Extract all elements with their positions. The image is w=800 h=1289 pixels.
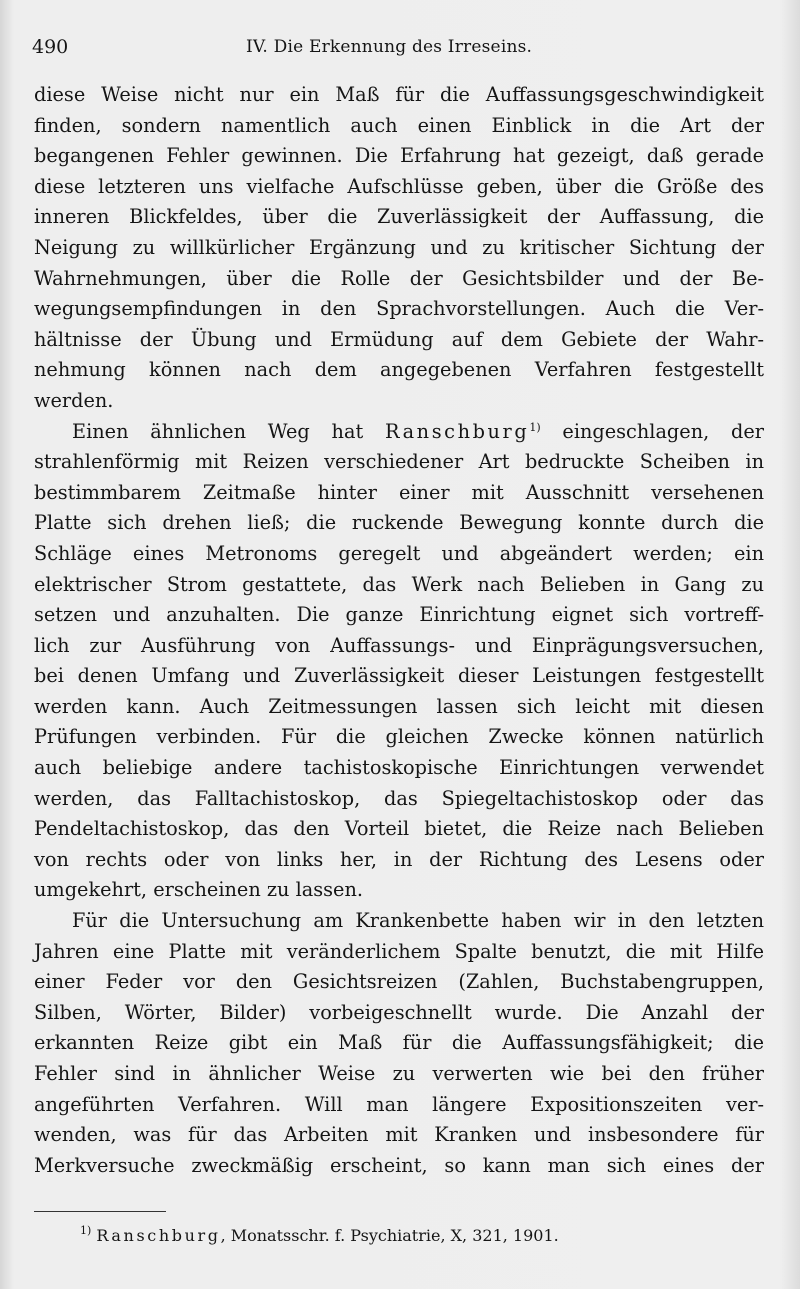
text-line: lich zur Ausführung von Auffassungs- und Einprägungsversuchen, <box>34 633 764 657</box>
text-line: Pendeltachistoskop, das den Vorteil bietet, die Reize nach Belieben <box>34 817 764 841</box>
text-line: bei denen Umfang und Zuverlässigkeit dieser Leistungen festgestellt <box>34 664 764 688</box>
text-line: Wahrnehmungen, über die Rolle der Gesichtsbilder und der Be- <box>34 266 764 290</box>
page-header <box>0 36 800 60</box>
text-line: umgekehrt, erscheinen zu lassen. <box>34 878 363 902</box>
text-line: erkannten Reize gibt ein Maß für die Auffassungsfähigkeit; die <box>34 1031 764 1055</box>
text-line: Fehler sind in ähnlicher Weise zu verwerten wie bei den früher <box>34 1062 764 1085</box>
text-line: begangenen Fehler gewinnen. Die Erfahrung hat gezeigt, daß gerade <box>34 144 764 168</box>
text-line: finden, sondern namentlich auch einen Einblick in die Art der <box>34 113 764 137</box>
text-line: Jahren eine Platte mit veränderlichem Spalte benutzt, die mit Hilfe <box>34 939 764 963</box>
text-line: werden, das Falltachistoskop, das Spiegeltachistoskop oder das <box>34 786 764 810</box>
text-span: eingeschlagen, der <box>540 419 764 443</box>
text-line: bestimmbarem Zeitmaße hinter einer mit Ausschnitt versehenen <box>34 480 764 504</box>
text-line: werden kann. Auch Zeitmessungen lassen sich leicht mit diesen <box>34 694 764 718</box>
text-line: nehmung können nach dem angegebenen Verfahren festgestellt <box>34 358 764 382</box>
text-line: Schläge eines Metronoms geregelt und abgeändert werden; ein <box>34 541 764 565</box>
text-line: diese letzteren uns vielfache Aufschlüsse geben, über die Größe des <box>34 174 764 198</box>
text-line: Neigung zu willkürlicher Ergänzung und zu kritischer Sichtung der <box>34 235 764 259</box>
text-line: Merkversuche zweckmäßig erscheint, so kann man sich eines der <box>34 1153 764 1177</box>
footnote-divider <box>34 1211 166 1212</box>
body-text <box>34 80 764 1181</box>
footnote <box>80 1226 559 1245</box>
paragraph-first-line <box>34 417 764 448</box>
text-line: einer Feder vor den Gesichtsreizen (Zahlen, Buchstabengruppen, <box>34 970 764 994</box>
footnote-mark: 1) <box>80 1224 92 1237</box>
text-line: hältnisse der Übung und Ermüdung auf dem Gebiete der Wahr- <box>34 327 764 351</box>
footnote-reference: 1) <box>529 420 541 434</box>
text-line: diese Weise nicht nur ein Maß für die Auffassungsgeschwindigkeit <box>34 83 764 106</box>
text-line: strahlenförmig mit Reizen verschiedener Art bedruckte Scheiben in <box>34 450 764 474</box>
text-line: setzen und anzuhalten. Die ganze Einrichtung eignet sich vortreff- <box>34 603 764 627</box>
author-name: Ranschburg <box>385 419 530 443</box>
text-line: auch beliebige andere tachistoskopische Einrichtungen verwendet <box>34 756 764 780</box>
paragraph-first-line: Für die Untersuchung am Krankenbette haben wir in den letzten <box>72 909 764 933</box>
text-line: Silben, Wörter, Bilder) vorbeigeschnellt wurde. Die Anzahl der <box>34 1000 764 1024</box>
footnote-text: , Monatsschr. f. Psychiatrie, X, 321, 1901. <box>220 1226 559 1245</box>
text-line: wenden, was für das Arbeiten mit Kranken und insbesondere für <box>34 1123 764 1147</box>
running-title: IV. Die Erkennung des Irreseins. <box>246 37 533 57</box>
text-span: Einen ähnlichen Weg hat <box>72 419 386 443</box>
footnote-author: Ranschburg <box>96 1226 221 1245</box>
text-line: inneren Blickfeldes, über die Zuverlässigkeit der Auffassung, die <box>34 205 764 229</box>
text-line: von rechts oder von links her, in der Richtung des Lesens oder <box>34 847 764 871</box>
page-number: 490 <box>32 36 69 58</box>
text-line: angeführten Verfahren. Will man längere Expositionszeiten ver- <box>34 1092 764 1116</box>
text-line: Prüfungen verbinden. Für die gleichen Zwecke können natürlich <box>34 725 764 749</box>
text-line: wegungsempfindungen in den Sprachvorstellungen. Auch die Ver- <box>34 297 764 321</box>
text-line: Platte sich drehen ließ; die ruckende Bewegung konnte durch die <box>34 511 764 535</box>
text-line: werden. <box>34 388 114 412</box>
text-line: elektrischer Strom gestattete, das Werk nach Belieben in Gang zu <box>34 572 764 596</box>
